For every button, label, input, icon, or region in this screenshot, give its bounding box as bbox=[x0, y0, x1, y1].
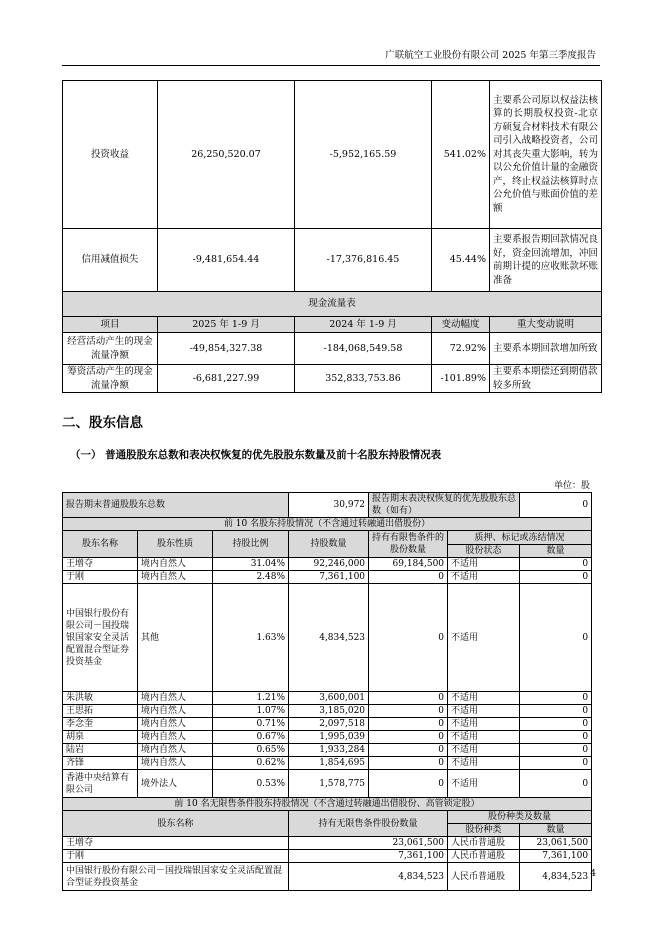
holder-ratio: 1.63% bbox=[213, 584, 289, 692]
unres-name: 于刚 bbox=[63, 850, 289, 863]
prior-value-cell: 352,833,753.86 bbox=[295, 365, 432, 393]
top10-title: 前 10 名股东持股情况（不含通过转融通出借股份） bbox=[63, 518, 592, 531]
holder-qty: 1,933,284 bbox=[289, 744, 369, 757]
col-header: 股东名称 bbox=[63, 531, 138, 558]
holder-ratio: 1.21% bbox=[213, 692, 289, 705]
current-value-cell: -49,854,327.38 bbox=[158, 333, 295, 365]
table-row bbox=[63, 850, 592, 863]
reason-cell: 主要系本期偿还到期借款较多所致 bbox=[490, 365, 602, 393]
holder-restricted: 0 bbox=[369, 744, 448, 757]
holder-nature: 境内自然人 bbox=[138, 692, 213, 705]
holder-status: 不适用 bbox=[448, 571, 520, 584]
current-value-cell: 26,250,520.07 bbox=[158, 81, 295, 229]
table-row bbox=[63, 365, 602, 393]
cashflow-header-row bbox=[63, 317, 602, 333]
unres-count: 7,361,100 bbox=[520, 850, 592, 863]
holder-nature: 其他 bbox=[138, 584, 213, 692]
holder-status: 不适用 bbox=[448, 731, 520, 744]
holder-status: 不适用 bbox=[448, 584, 520, 692]
prior-value-cell: -5,952,165.59 bbox=[295, 81, 432, 229]
holder-status: 不适用 bbox=[448, 705, 520, 718]
holder-status: 不适用 bbox=[448, 718, 520, 731]
holder-qty: 3,185,020 bbox=[289, 705, 369, 718]
holder-name: 朱洪敏 bbox=[63, 692, 138, 705]
unres-name: 中国银行股份有限公司－国投瑞银国家安全灵活配置混合型证券投资基金 bbox=[63, 863, 289, 891]
holder-name: 李念奎 bbox=[63, 718, 138, 731]
holder-nature: 境内自然人 bbox=[138, 558, 213, 571]
table-row bbox=[63, 837, 592, 850]
holder-nature: 境内自然人 bbox=[138, 705, 213, 718]
table-row bbox=[63, 718, 592, 731]
holder-name: 于刚 bbox=[63, 571, 138, 584]
totals-row bbox=[63, 493, 592, 518]
holder-ratio: 2.48% bbox=[213, 571, 289, 584]
unres-qty: 7,361,100 bbox=[289, 850, 448, 863]
holder-status: 不适用 bbox=[448, 757, 520, 770]
col-header: 持有有限售条件的股份数量 bbox=[369, 531, 448, 558]
holder-ratio: 31.04% bbox=[213, 558, 289, 571]
holder-ratio: 0.65% bbox=[213, 744, 289, 757]
holder-status: 不适用 bbox=[448, 770, 520, 798]
table-row bbox=[63, 731, 592, 744]
holder-restricted: 0 bbox=[369, 770, 448, 798]
table-row bbox=[63, 744, 592, 757]
item-cell: 信用减值损失 bbox=[63, 229, 158, 292]
item-cell: 投资收益 bbox=[63, 81, 158, 229]
table-row bbox=[63, 558, 592, 571]
table-row bbox=[63, 705, 592, 718]
col-header: 股东性质 bbox=[138, 531, 213, 558]
holder-nature: 境内自然人 bbox=[138, 571, 213, 584]
holder-name: 陆岩 bbox=[63, 744, 138, 757]
holder-restricted: 0 bbox=[369, 731, 448, 744]
holder-status: 不适用 bbox=[448, 744, 520, 757]
table-row bbox=[63, 692, 592, 705]
cashflow-title-row bbox=[63, 292, 602, 317]
col-header: 质押、标记或冻结情况 bbox=[448, 531, 592, 545]
total-holders-value: 30,972 bbox=[289, 493, 369, 518]
holder-restricted: 0 bbox=[369, 571, 448, 584]
holder-restricted: 0 bbox=[369, 692, 448, 705]
holder-name: 王增夺 bbox=[63, 558, 138, 571]
holder-qty: 2,097,518 bbox=[289, 718, 369, 731]
total-holders-label: 报告期末普通股股东总数 bbox=[63, 493, 289, 518]
holder-qty: 4,834,523 bbox=[289, 584, 369, 692]
cashflow-title: 现金流量表 bbox=[63, 292, 602, 317]
holder-nature: 境外法人 bbox=[138, 770, 213, 798]
col-header: 持股数量 bbox=[289, 531, 369, 558]
current-value-cell: -9,481,654.44 bbox=[158, 229, 295, 292]
reason-cell: 主要系本期回款增加所致 bbox=[490, 333, 602, 365]
holder-restricted: 0 bbox=[369, 718, 448, 731]
header-rule bbox=[62, 65, 600, 66]
top10-title-row bbox=[63, 518, 592, 531]
col-header: 持股比例 bbox=[213, 531, 289, 558]
holder-count: 0 bbox=[520, 571, 592, 584]
unres-kind: 人民币普通股 bbox=[448, 863, 520, 891]
col-header: 数量 bbox=[520, 545, 592, 558]
unrestricted-title-row bbox=[63, 798, 592, 811]
holder-restricted: 0 bbox=[369, 705, 448, 718]
unres-count: 23,061,500 bbox=[520, 837, 592, 850]
col-header: 股份种类及数量 bbox=[448, 811, 592, 824]
section-title: 二、股东信息 bbox=[62, 415, 143, 431]
prior-value-cell: -17,376,816.45 bbox=[295, 229, 432, 292]
unres-name: 王增夺 bbox=[63, 837, 289, 850]
holder-name: 齐锋 bbox=[63, 757, 138, 770]
col-header: 变动幅度 bbox=[432, 317, 490, 333]
holder-count: 0 bbox=[520, 705, 592, 718]
col-header: 股东名称 bbox=[63, 811, 289, 837]
holder-count: 0 bbox=[520, 770, 592, 798]
table-row bbox=[63, 584, 592, 692]
holder-count: 0 bbox=[520, 744, 592, 757]
holder-status: 不适用 bbox=[448, 692, 520, 705]
holder-count: 0 bbox=[520, 731, 592, 744]
holder-ratio: 0.67% bbox=[213, 731, 289, 744]
page-number: 4 bbox=[590, 869, 596, 879]
unit-label: 单位：股 bbox=[553, 481, 590, 491]
holder-count: 0 bbox=[520, 558, 592, 571]
col-header: 数量 bbox=[520, 824, 592, 837]
unres-qty: 4,834,523 bbox=[289, 863, 448, 891]
holder-count: 0 bbox=[520, 692, 592, 705]
holder-ratio: 0.53% bbox=[213, 770, 289, 798]
current-value-cell: -6,681,227.99 bbox=[158, 365, 295, 393]
change-cell: -101.89% bbox=[432, 365, 490, 393]
unres-kind: 人民币普通股 bbox=[448, 850, 520, 863]
financial-changes-table bbox=[62, 80, 602, 393]
col-header: 股份种类 bbox=[448, 824, 520, 837]
change-cell: 541.02% bbox=[432, 81, 490, 229]
table-row bbox=[63, 571, 592, 584]
reason-cell: 主要系公司原以权益法核算的长期股权投资-北京方硕复合材料技术有限公司引入战略投资者，公司对其丧失重大影响，转为以公允价值计量的金融资产，终止权益法核算时点公允价值与账面价值的差额 bbox=[490, 81, 602, 229]
table-row bbox=[63, 770, 592, 798]
prior-value-cell: -184,068,549.58 bbox=[295, 333, 432, 365]
unres-qty: 23,061,500 bbox=[289, 837, 448, 850]
change-cell: 72.92% bbox=[432, 333, 490, 365]
subsection-title: （一） 普通股股东总数和表决权恢复的优先股股东数量及前十名股东持股情况表 bbox=[70, 449, 442, 461]
table-row bbox=[63, 81, 602, 229]
holder-count: 0 bbox=[520, 718, 592, 731]
col-header: 重大变动说明 bbox=[490, 317, 602, 333]
holder-nature: 境内自然人 bbox=[138, 731, 213, 744]
col-header: 项目 bbox=[63, 317, 158, 333]
shareholders-table bbox=[62, 492, 592, 891]
holder-ratio: 0.71% bbox=[213, 718, 289, 731]
holder-nature: 境内自然人 bbox=[138, 718, 213, 731]
holder-restricted: 0 bbox=[369, 757, 448, 770]
holder-qty: 92,246,000 bbox=[289, 558, 369, 571]
item-cell: 筹资活动产生的现金流量净额 bbox=[63, 365, 158, 393]
holder-qty: 1,995,039 bbox=[289, 731, 369, 744]
table-row bbox=[63, 229, 602, 292]
holder-count: 0 bbox=[520, 757, 592, 770]
holder-name: 中国银行股份有限公司－国投瑞银国家安全灵活配置混合型证券投资基金 bbox=[63, 584, 138, 692]
holder-name: 王思拓 bbox=[63, 705, 138, 718]
top10-header-row bbox=[63, 531, 592, 545]
pref-holders-value: 0 bbox=[520, 493, 592, 518]
holder-qty: 1,854,695 bbox=[289, 757, 369, 770]
holder-count: 0 bbox=[520, 584, 592, 692]
holder-qty: 7,361,100 bbox=[289, 571, 369, 584]
holder-restricted: 69,184,500 bbox=[369, 558, 448, 571]
col-header: 股份状态 bbox=[448, 545, 520, 558]
col-header: 2024 年 1-9 月 bbox=[295, 317, 432, 333]
holder-ratio: 1.07% bbox=[213, 705, 289, 718]
holder-nature: 境内自然人 bbox=[138, 744, 213, 757]
holder-qty: 3,600,001 bbox=[289, 692, 369, 705]
holder-restricted: 0 bbox=[369, 584, 448, 692]
table-row bbox=[63, 757, 592, 770]
holder-status: 不适用 bbox=[448, 558, 520, 571]
unres-count: 4,834,523 bbox=[520, 863, 592, 891]
unrestricted-header-row bbox=[63, 811, 592, 824]
unres-kind: 人民币普通股 bbox=[448, 837, 520, 850]
pref-holders-label: 报告期末表决权恢复的优先股股东总数（如有） bbox=[369, 493, 520, 518]
unrestricted-title: 前 10 名无限售条件股东持股情况（不含通过转融通出借股份、高管锁定股） bbox=[63, 798, 592, 811]
reason-cell: 主要系报告期回款情况良好，资金回流增加，冲回前期计提的应收账款坏账准备 bbox=[490, 229, 602, 292]
col-header: 持有无限售条件股份数量 bbox=[289, 811, 448, 837]
table-row bbox=[63, 333, 602, 365]
holder-nature: 境内自然人 bbox=[138, 757, 213, 770]
holder-ratio: 0.62% bbox=[213, 757, 289, 770]
change-cell: 45.44% bbox=[432, 229, 490, 292]
holder-name: 胡泉 bbox=[63, 731, 138, 744]
holder-name: 香港中央结算有限公司 bbox=[63, 770, 138, 798]
table-row bbox=[63, 863, 592, 891]
page-header: 广联航空工业股份有限公司 2025 年第三季度报告 bbox=[385, 50, 596, 61]
col-header: 2025 年 1-9 月 bbox=[158, 317, 295, 333]
holder-qty: 1,578,775 bbox=[289, 770, 369, 798]
item-cell: 经营活动产生的现金流量净额 bbox=[63, 333, 158, 365]
